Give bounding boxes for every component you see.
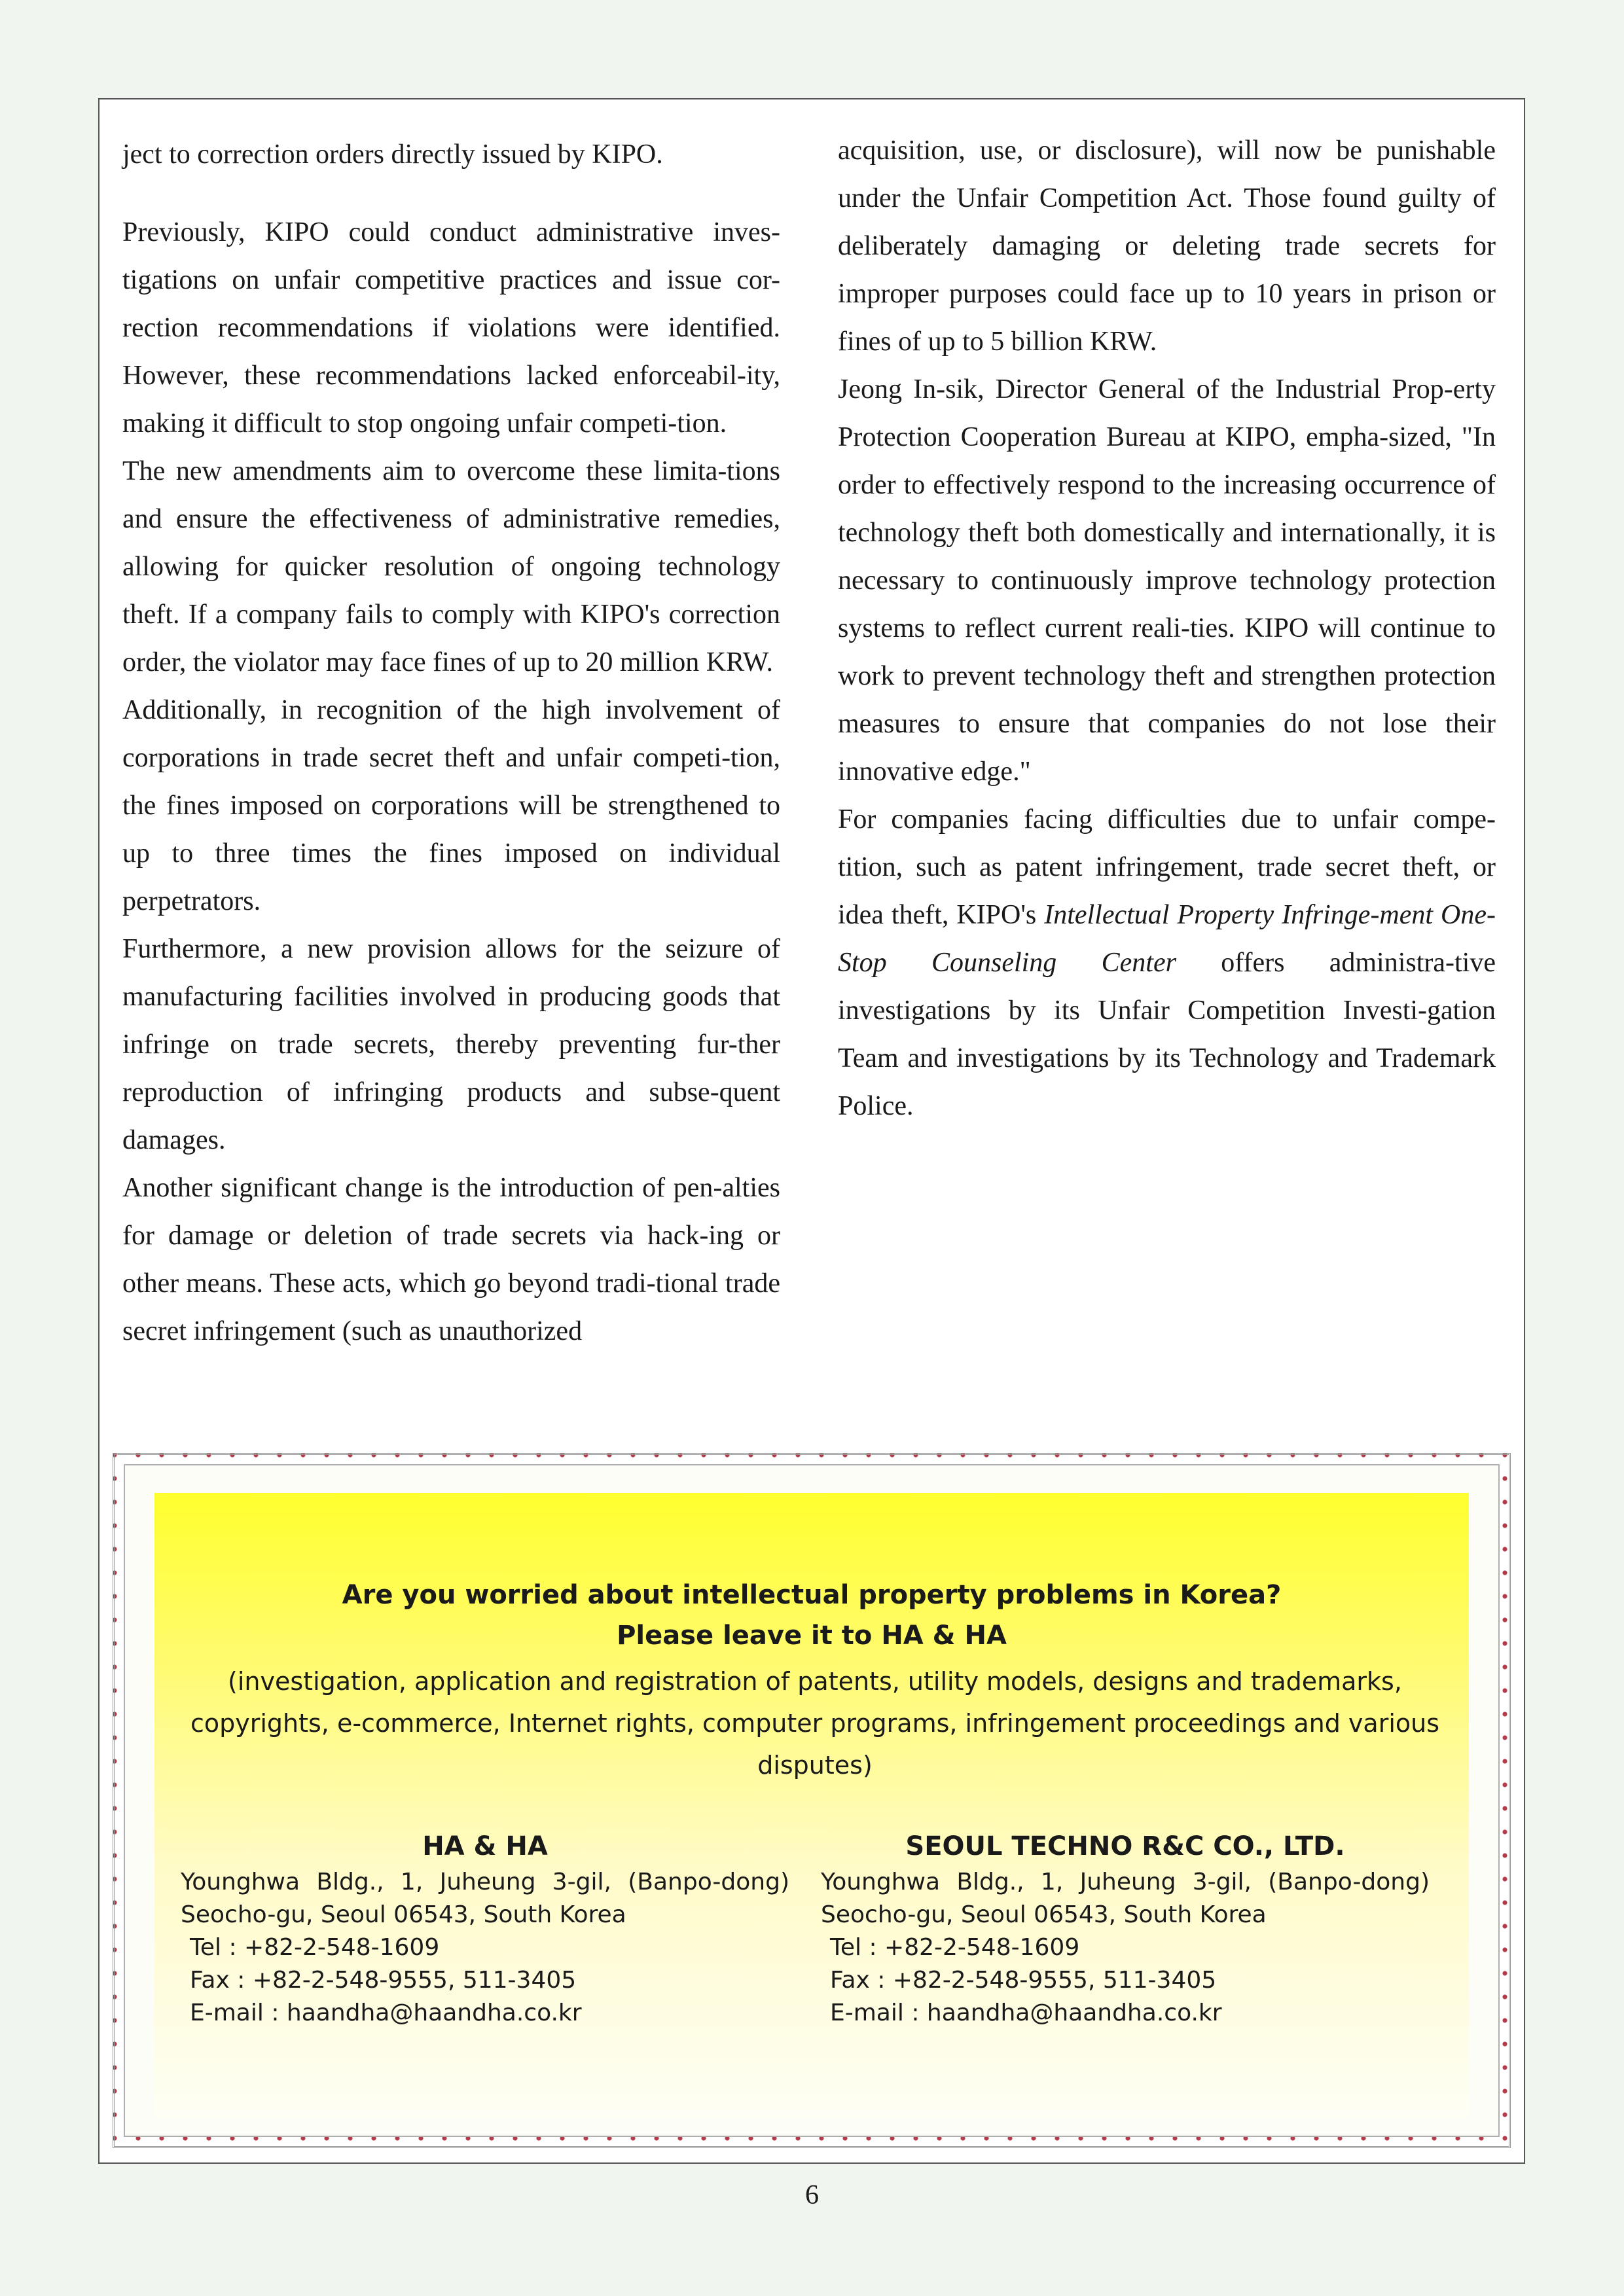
paragraph-last <box>838 796 1496 1130</box>
headline-question: Are you worried about intellectual property problems in Korea? <box>342 1580 1282 1610</box>
address-line: Seocho-gu, Seoul 06543, South Korea <box>821 1901 1267 1928</box>
paragraph: Additionally, in recognition of the high involvement of corporations in trade secret theft and unfair competi-tion, the fines imposed on corporations will be strengthened to up to three times the fines imposed on individual perpetrators. <box>122 695 780 916</box>
services-list: (investigation, application and registration of patents, utility models, designs and trademarks, copyrights, e-commerce, Internet rights, computer programs, infringement proceedings and various disputes) <box>190 1667 1440 1780</box>
article-column-left <box>122 131 780 1355</box>
headline-offer: Please leave it to HA & HA <box>617 1621 1007 1651</box>
article-column-right <box>838 127 1496 1130</box>
phone: Tel : +82-2-548-1609 <box>190 1934 440 1961</box>
page-number: 6 <box>805 2180 819 2210</box>
address-line: Seocho-gu, Seoul 06543, South Korea <box>181 1901 626 1928</box>
fax: Fax : +82-2-548-9555, 511-3405 <box>190 1967 577 1994</box>
address-line: Younghwa Bldg., 1, Juheung 3-gil, (Banpo-dong) <box>181 1869 789 1895</box>
paragraph: Another significant change is the introduction of pen-alties for damage or deletion of trade secrets via hack-ing or other means. These acts, which go beyond tradi-tional trade secret infringement (such as unauthorized <box>122 1173 780 1346</box>
paragraph: ject to correction orders directly issued by KIPO. <box>122 139 663 170</box>
paragraph: Jeong In-sik, Director General of the Industrial Prop-erty Protection Cooperation Bureau at KIPO, empha-sized, "In order to effectively respond to the increasing occurrence of technology theft both domestically and internationally, it is necessary to continuously improve technology protection systems to reflect current reali-ties. KIPO will continue to work to prevent technology theft and strengthen protection measures to ensure that companies do not lose their innovative edge." <box>838 374 1496 787</box>
paragraph-text: offers administra-tive investigations by its Unfair Competition Investi-gation Team and investigations by its Technology and Trademark Police. <box>838 948 1496 1121</box>
advertisement-headline <box>154 1575 1469 1656</box>
advertisement-panel <box>154 1493 1469 2118</box>
article-frame <box>98 98 1525 2164</box>
contact-block-seoul-techno <box>821 1827 1430 2030</box>
address-line: Younghwa Bldg., 1, Juheung 3-gil, (Banpo-dong) <box>821 1869 1430 1895</box>
paragraph: acquisition, use, or disclosure), will now be punishable under the Unfair Competition Act. Those found guilty of deliberately damaging or deleting trade secrets for improper purposes could face up to 10 years in prison or fines of up to 5 billion KRW. <box>838 135 1496 357</box>
company-name: SEOUL TECHNO R&C CO., LTD. <box>905 1831 1345 1861</box>
phone: Tel : +82-2-548-1609 <box>830 1934 1080 1961</box>
email: E-mail : haandha@haandha.co.kr <box>190 2000 582 2026</box>
email: E-mail : haandha@haandha.co.kr <box>830 2000 1222 2026</box>
paragraph: Furthermore, a new provision allows for the seizure of manufacturing facilities involved in producing goods that infringe on trade secrets, thereby preventing fur-ther reproduction of infringing products and subse-quent damages. <box>122 934 780 1155</box>
center-name: Intellectual Property Infringe-ment One-Stop Counseling Center <box>838 900 1496 978</box>
paragraph-text: For companies facing difficulties due to unfair compe-tition, such as patent infringement, trade secret theft, or idea theft, KIPO's <box>838 804 1496 930</box>
advertisement-border <box>113 1453 1511 2148</box>
paragraph: The new amendments aim to overcome these limita-tions and ensure the effectiveness of administrative remedies, allowing for quicker resolution of ongoing technology theft. If a company fails to comply with KIPO's correction order, the violator may face fines of up to 20 million KRW. <box>122 456 780 677</box>
company-name: HA & HA <box>422 1831 548 1861</box>
fax: Fax : +82-2-548-9555, 511-3405 <box>830 1967 1217 1994</box>
contact-block-ha-and-ha <box>181 1827 789 2030</box>
paragraph: Previously, KIPO could conduct administrative inves-tigations on unfair competitive practices and issue cor-rection recommendations if violations were identified. However, these recommendations lacked enforceabil-ity, making it difficult to stop ongoing unfair competi-tion. <box>122 217 780 439</box>
